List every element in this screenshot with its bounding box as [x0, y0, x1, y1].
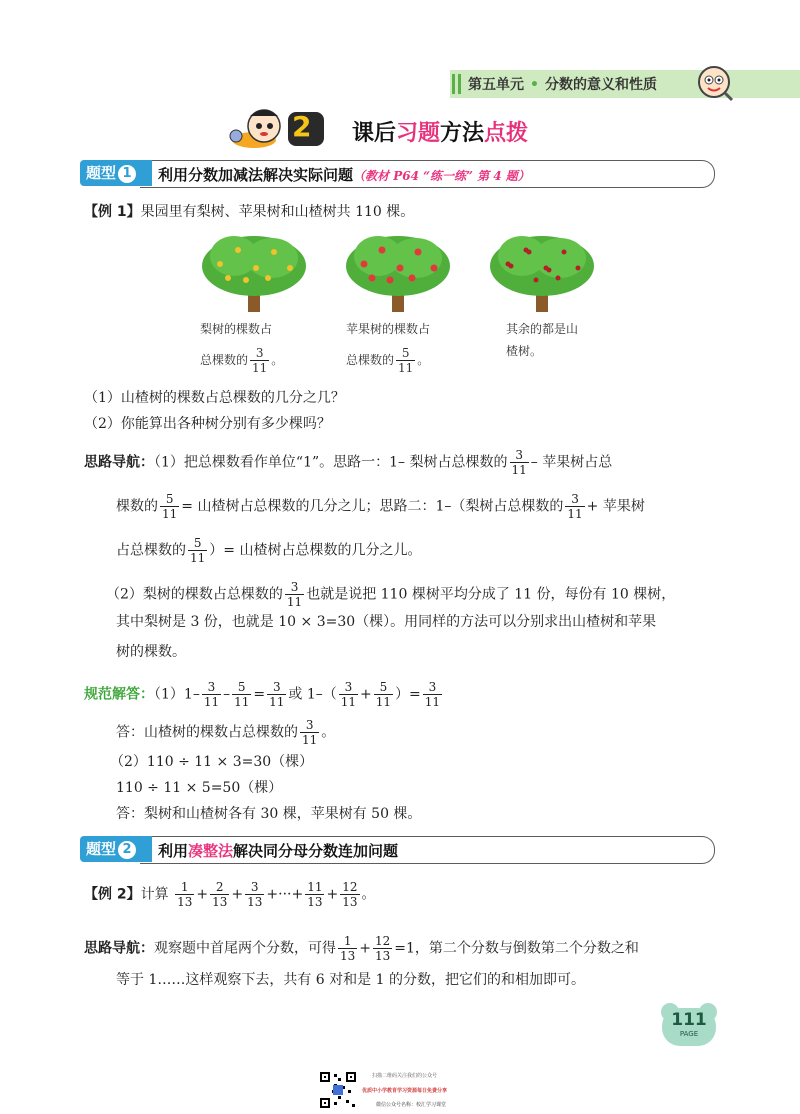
frac-den: 13 — [177, 895, 193, 909]
fraction-5-11 — [188, 536, 207, 565]
footer-line-3: 微信公众号名称：校汇学习课堂 — [376, 1102, 447, 1108]
pear-caption-line1: 梨树的棵数占 — [200, 322, 273, 336]
frac-num: 5 — [396, 346, 415, 361]
answer-text: （1）1– — [154, 686, 200, 703]
section-2-post: 解决同分母分数连加问题 — [233, 842, 399, 860]
example-2-stem — [84, 880, 376, 909]
example-2-guide-2: 等于 1……这样观察下去，共有 6 对和是 1 的分数，把它们的和相加即可。 — [116, 972, 585, 988]
guide-line-6: 树的棵数。 — [116, 644, 186, 660]
frac-den: 13 — [212, 895, 228, 909]
fraction-5-11 — [374, 680, 393, 709]
title-mid: 方法 — [440, 121, 485, 146]
frac-den: 13 — [340, 949, 356, 963]
frac-num: 3 — [339, 680, 358, 695]
example-2-guide-1 — [84, 934, 639, 963]
frac-den: 11 — [252, 361, 268, 375]
guide-text: （1）把总棵数看作单位“1”。思路一：1– 梨树占总棵数的 — [154, 454, 508, 471]
frac-den: 11 — [203, 695, 220, 709]
section-1-source: （教材 P64 “练一练” 第 4 题） — [353, 169, 530, 183]
fraction-12-13 — [373, 934, 392, 963]
header-dot: • — [530, 77, 539, 93]
frac-num: 5 — [188, 536, 207, 551]
answer-label: 规范解答： — [84, 686, 154, 703]
frac-num: 2 — [210, 880, 229, 895]
unit-label: 第五单元 — [468, 77, 524, 93]
apple-caption-line1: 苹果树的棵数占 — [346, 322, 431, 336]
guide-line-3 — [116, 536, 421, 565]
fraction-5-11 — [232, 680, 251, 709]
frac-den: 13 — [342, 895, 358, 909]
guide-text: = 山楂树占总棵数的几分之儿；思路二：1–（梨树占总棵数的 — [181, 498, 564, 515]
frac-den: 11 — [234, 695, 250, 709]
guide-line-5: 其中梨树是 3 份，也就是 10 × 3=30（棵）。用同样的方法可以分别求出山楂树和苹果 — [116, 614, 657, 630]
section-2-title — [158, 840, 398, 861]
section-2-highlight: 凑整法 — [188, 842, 234, 860]
frac-den: 11 — [302, 733, 318, 747]
fraction-3-11 — [267, 680, 286, 709]
frac-num: 3 — [510, 448, 529, 463]
section-2-tab — [80, 836, 152, 862]
pear-caption-end: 。 — [271, 353, 284, 367]
frac-num: 1 — [338, 934, 357, 949]
page-number: 111 — [671, 1010, 707, 1030]
frac-den: 11 — [162, 507, 178, 521]
frac-num: 11 — [307, 880, 323, 894]
frac-den: 13 — [307, 895, 323, 909]
guide-line-4 — [106, 580, 675, 609]
frac-den: 11 — [375, 695, 392, 709]
pear-fraction — [250, 346, 269, 375]
title-number: 2 — [292, 110, 312, 143]
frac-den: 11 — [190, 551, 206, 565]
plus-sign: + — [231, 886, 244, 903]
answer-text: 或 1–（ — [288, 686, 337, 703]
ellipsis-sign: +···+ — [266, 886, 304, 903]
fraction-3-11 — [300, 718, 319, 747]
frac-den: 11 — [398, 361, 414, 375]
answer-line-1 — [84, 680, 444, 709]
frac-den: 11 — [286, 595, 303, 609]
fraction-1-13 — [338, 934, 357, 963]
title-mascot-icon — [222, 106, 332, 150]
example-1-stem — [84, 202, 414, 222]
answer-line-3: （2）110 ÷ 11 × 3=30（棵） — [110, 754, 314, 770]
header-text — [468, 74, 657, 94]
apple-caption-line2: 总棵数的 — [346, 353, 395, 367]
guide-label: 思路导航： — [84, 454, 154, 471]
title-highlight-2: 点拨 — [484, 121, 529, 146]
title-pre: 课后 — [352, 121, 397, 146]
page-title — [352, 116, 528, 147]
answer-text: 答：山楂树的棵数占总棵数的 — [116, 724, 298, 741]
example-2-text: 计算 — [140, 886, 169, 903]
plus-sign: + — [326, 886, 339, 903]
hawthorn-caption-line1: 其余的都是山 — [506, 322, 579, 336]
question-2: （2）你能算出各种树分别有多少棵吗？ — [84, 416, 331, 432]
frac-num: 12 — [342, 880, 358, 894]
frac-num: 3 — [285, 580, 304, 595]
guide-text: + 苹果树 — [586, 498, 645, 515]
page-word: PAGE — [679, 1030, 699, 1038]
fraction-1-13 — [175, 880, 194, 909]
frac-num: 5 — [160, 492, 179, 507]
guide-text: ）= 山楂树占总棵数的几分之儿。 — [209, 542, 422, 559]
qr-code-icon — [318, 1070, 358, 1110]
footer-line-2: 优质中小学教育学习资源每日免费分享 — [362, 1088, 448, 1094]
topic-label: 分数的意义和性质 — [544, 77, 657, 93]
guide-text: =1，第二个分数与倒数第二个分数之和 — [394, 940, 639, 957]
section-1-text: 利用分数加减法解决实际问题 — [158, 166, 354, 184]
pear-tree-icon — [198, 228, 310, 314]
guide-text: （2）梨树的棵数占总棵数的 — [106, 586, 283, 603]
fraction-3-11 — [510, 448, 529, 477]
fraction-5-11 — [160, 492, 179, 521]
guide-text: 观察题中首尾两个分数，可得 — [154, 940, 336, 957]
apple-fraction — [396, 346, 415, 375]
answer-text: + — [360, 686, 372, 703]
frac-den: 13 — [247, 895, 263, 909]
example-2-tag: 【例 2】 — [84, 886, 141, 903]
section-1-tab-label: 题型 — [86, 164, 117, 182]
frac-num: 5 — [232, 680, 251, 695]
answer-text: = — [253, 686, 266, 703]
fraction-3-11 — [565, 492, 584, 521]
guide-text: 占总棵数的 — [116, 542, 186, 559]
guide-label: 思路导航： — [84, 940, 154, 957]
fraction-3-11 — [202, 680, 221, 709]
guide-text: 也就是说把 110 棵树平均分成了 11 份，每份有 10 棵树， — [306, 586, 676, 603]
title-highlight-1: 习题 — [396, 121, 441, 146]
section-2-number: 2 — [118, 841, 136, 859]
frac-den: 11 — [424, 695, 441, 709]
hawthorn-caption-line2: 楂树。 — [506, 344, 543, 358]
fraction-3-11 — [423, 680, 442, 709]
frac-den: 13 — [375, 949, 391, 963]
guide-text: – 苹果树占总 — [530, 454, 613, 471]
mascot-magnifier-icon — [696, 64, 734, 102]
section-1-title — [158, 164, 530, 185]
frac-num: 3 — [300, 718, 319, 733]
frac-num: 1 — [175, 880, 194, 895]
answer-line-5: 答：梨树和山楂树各有 30 棵，苹果树有 50 棵。 — [116, 806, 422, 822]
section-2-tab-label: 题型 — [86, 840, 117, 858]
question-1: （1）山楂树的棵数占总棵数的几分之几？ — [84, 390, 345, 406]
fraction-11-13 — [305, 880, 324, 909]
answer-line-4: 110 ÷ 11 × 5=50（棵） — [116, 780, 283, 796]
example-1-tag: 【例 1】 — [84, 204, 141, 220]
frac-num: 3 — [250, 346, 269, 361]
section-1-tab — [80, 160, 152, 186]
frac-num: 3 — [565, 492, 584, 507]
fraction-3-13 — [245, 880, 264, 909]
frac-num: 3 — [267, 680, 286, 695]
frac-num: 12 — [375, 934, 391, 948]
guide-text: 棵数的 — [116, 498, 158, 515]
guide-line-1 — [84, 448, 612, 477]
apple-caption — [346, 320, 430, 375]
example-2-end: 。 — [361, 886, 376, 903]
section-1-number: 1 — [118, 165, 136, 183]
hawthorn-tree-icon — [486, 228, 598, 314]
pear-caption-line2: 总棵数的 — [200, 353, 249, 367]
plus-sign: + — [196, 886, 209, 903]
fraction-3-11 — [285, 580, 304, 609]
frac-den: 11 — [340, 695, 357, 709]
frac-num: 3 — [202, 680, 221, 695]
apple-tree-icon — [342, 228, 454, 314]
answer-text: – — [223, 686, 231, 703]
frac-num: 3 — [245, 880, 264, 895]
answer-text: ）= — [395, 686, 421, 703]
hawthorn-caption — [506, 320, 578, 360]
frac-den: 11 — [269, 695, 285, 709]
frac-den: 11 — [511, 463, 527, 477]
frac-den: 11 — [567, 507, 583, 521]
footer-line-1: 扫描二维码关注我们的公众号 — [372, 1073, 438, 1079]
pear-caption — [200, 320, 283, 375]
example-1-text: 果园里有梨树、苹果树和山楂树共 110 棵。 — [140, 204, 415, 220]
frac-num: 5 — [374, 680, 393, 695]
fraction-2-13 — [210, 880, 229, 909]
fraction-3-11 — [339, 680, 358, 709]
header-stripes — [452, 74, 464, 94]
answer-line-2 — [116, 718, 335, 747]
apple-caption-end: 。 — [417, 353, 430, 367]
section-2-pre: 利用 — [158, 842, 189, 860]
fraction-12-13 — [340, 880, 359, 909]
guide-line-2 — [116, 492, 645, 521]
plus-sign: + — [359, 940, 372, 957]
frac-num: 3 — [423, 680, 442, 695]
answer-text: 。 — [321, 724, 336, 741]
